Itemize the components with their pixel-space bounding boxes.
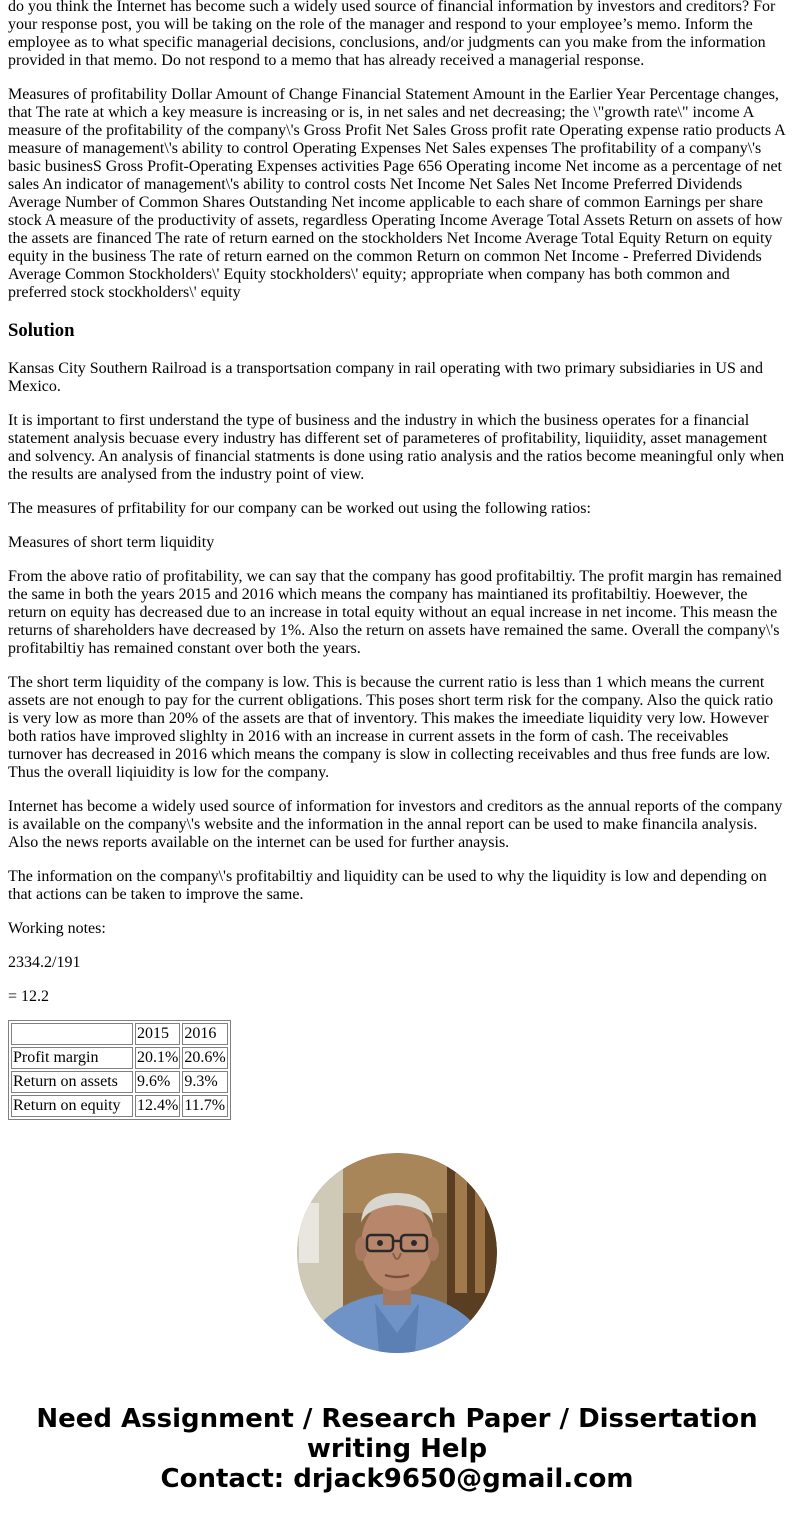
solution-paragraph: Kansas City Southern Railroad is a transportsation company in rail operating with two primary subsidiaries in US and Mexico. (8, 360, 763, 395)
solution-paragraph: Measures of short term liquidity (8, 534, 215, 551)
contact-footer (0, 1404, 794, 1494)
solution-paragraph: The information on the company\'s profitabiltiy and liquidity can be used to why the liquidity is low and depending on that actions can be taken to improve the same. (8, 868, 767, 903)
solution-paragraph: The measures of prfitability for our company can be worked out using the following ratios: (8, 500, 591, 517)
table-header-cell (11, 1023, 133, 1045)
table-cell: Return on assets (11, 1071, 133, 1093)
table-header-cell: 2016 (182, 1023, 227, 1045)
working-notes-label: Working notes: (8, 920, 106, 937)
working-notes-formula: 2334.2/191 (8, 954, 81, 971)
solution-heading: Solution (8, 320, 75, 341)
footer-contact[interactable]: Contact: drjack9650@gmail.com (160, 1464, 634, 1494)
solution-paragraph: Internet has become a widely used source of information for investors and creditors as the annual reports of the company is available on the company\'s website and the information in the annal report can be used to make financila analysis. Also the news reports available on the internet can be used for further anaysis. (8, 798, 783, 851)
footer-line: writing Help (306, 1434, 488, 1464)
table-cell: 12.4% (135, 1095, 180, 1117)
table-cell: Return on equity (11, 1095, 133, 1117)
working-notes-result: = 12.2 (8, 988, 50, 1005)
question-intro: do you think the Internet has become such a widely used source of financial information by investors and creditors? For your response post, you will be taking on the role of the manager and respond to your employee’s memo. Inform the employee as to what specific managerial decisions, conclusions, and/or judgments can you make from the information provided in that memo. Do not respond to a memo that has already received a managerial response. (8, 0, 776, 69)
table-cell: 11.7% (182, 1095, 227, 1117)
table-row (11, 1071, 228, 1093)
table-cell: 20.6% (182, 1047, 227, 1069)
table-cell: 9.6% (135, 1071, 180, 1093)
document-body (8, 0, 786, 1120)
solution-paragraph: It is important to first understand the type of business and the industry in which the business operates for a financial statement analysis becuase every industry has different set of parameteres of profitability, liquiidity, asset management and solvency. An analysis of financial statments is done using ratio analysis and the ratios become meaningful only when the results are analysed from the industry point of view. (8, 412, 785, 483)
profitability-measures: Measures of profitability Dollar Amount of Change Financial Statement Amount in the Earlier Year Percentage changes, that The rate at which a key measure is increasing or is, in net sales and net decreasing; the \"growth rate\" income A measure of the profitability of the company\'s Gross Profit Net Sales Gross profit rate Operating expense ratio products A measure of management\'s ability to control Operating Expenses Net Sales expenses The profitability of a company\'s basic businesS Gross Profit-Operating Expenses activities Page 656 Operating income Net income as a percentage of net sales An indicator of management\'s ability to control costs Net Income Net Sales Net Income Preferred Dividends Average Number of Common Shares Outstanding Net income applicable to each share of common Earnings per share stock A measure of the productivity of assets, regardless Operating Income Average Total Assets Return on assets of how the assets are financed The rate of return earned on the stockholders Net Income Average Total Equity Return on equity equity in the business The rate of return earned on the common Return on common Net Income - Preferred Dividends Average Common Stockholders\' Equity stockholders\' equity; appropriate when company has both common and preferred stock stockholders\' equity (8, 86, 785, 301)
table-header-cell: 2015 (135, 1023, 180, 1045)
solution-paragraph: From the above ratio of profitability, we can say that the company has good profitabiltiy. The profit margin has remained the same in both the years 2015 and 2016 which means the company has maintianed its profitabiltiy. Hoewever, the return on equity has decreased due to an increase in total equity without an equal increase in net income. This measn the returns of shareholders have decreased by 1%. Also the return on assets have remained the same. Overall the company\'s profitabiltiy has remained constant over both the years. (8, 568, 782, 657)
solution-paragraph: The short term liquidity of the company is low. This is because the current ratio is less than 1 which means the current assets are not enough to pay for the current obligations. This poses short term risk for the company. Also the quick ratio is very low as more than 20% of the assets are that of inventory. This makes the imeediate liquidity very low. However both ratios have improved slighlty in 2016 with an increase in current assets in the form of cash. The receivables turnover has decreased in 2016 which means the company is slow in collecting receivables and thus free funds are low. Thus the overall liqiuidity is low for the company. (8, 674, 774, 781)
avatar-portrait (297, 1153, 497, 1353)
footer-line: Need Assignment / Research Paper / Dissertation (36, 1404, 758, 1434)
table-header-row (11, 1023, 228, 1045)
ratio-table (8, 1020, 231, 1120)
table-row (11, 1047, 228, 1069)
author-avatar (297, 1153, 497, 1353)
table-cell: 20.1% (135, 1047, 180, 1069)
table-cell: Profit margin (11, 1047, 133, 1069)
table-cell: 9.3% (182, 1071, 227, 1093)
table-row (11, 1095, 228, 1117)
